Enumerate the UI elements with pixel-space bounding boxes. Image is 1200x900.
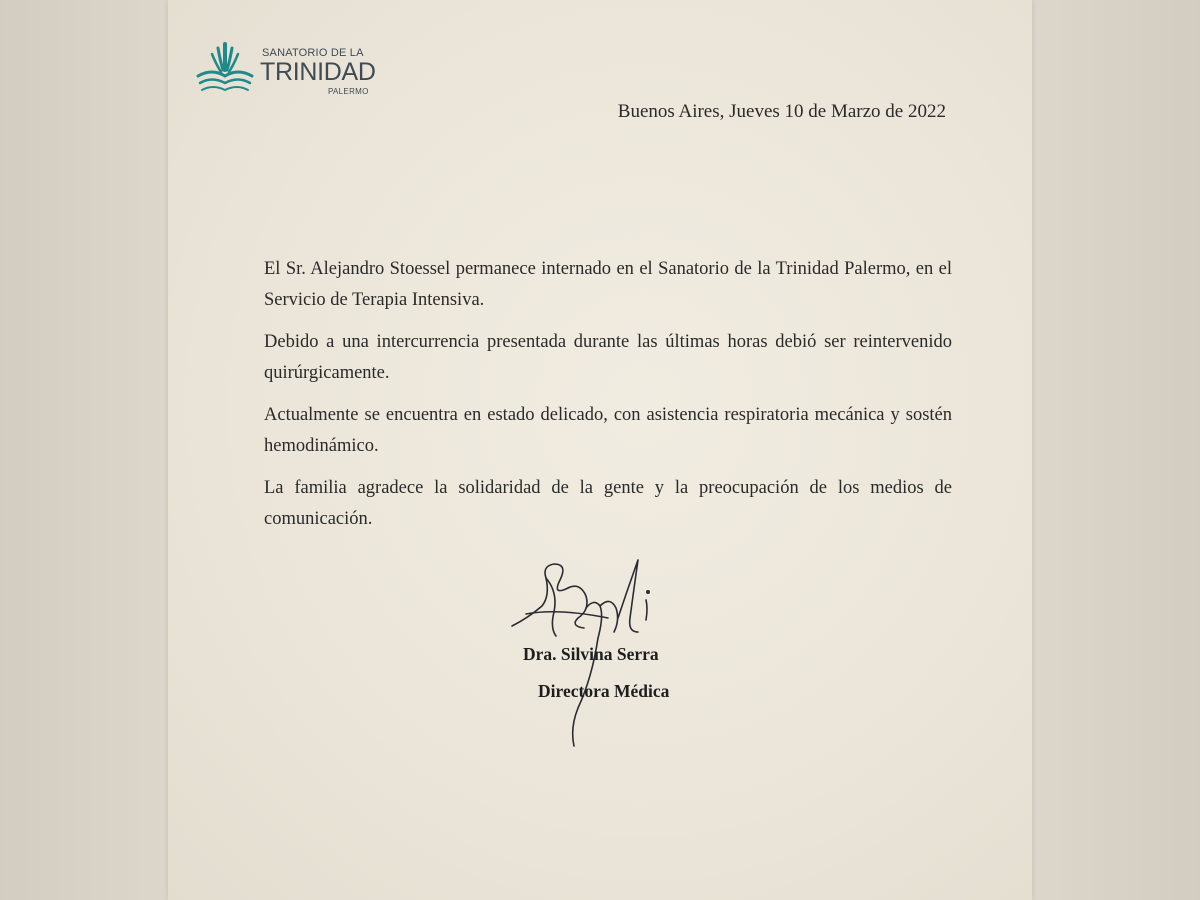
letter-date: Buenos Aires, Jueves 10 de Marzo de 2022 <box>617 101 946 122</box>
paragraph-1: El Sr. Alejandro Stoessel permanece internado en el Sanatorio de la Trinidad Palermo, en el Servicio de Terapia Intensiva. <box>264 259 952 310</box>
background-left <box>0 0 168 900</box>
stylized-tree-logo-icon <box>194 40 256 98</box>
letterhead-logo <box>194 40 394 100</box>
signatory-name: Dra. Silvina Serra <box>523 644 659 664</box>
letter-sheet <box>168 0 1032 900</box>
letterhead-line-3: PALERMO <box>328 87 369 96</box>
letter-body <box>264 254 952 546</box>
letterhead-line-1: SANATORIO DE LA <box>262 47 364 59</box>
letterhead-line-2: TRINIDAD <box>260 58 376 86</box>
paragraph-2: Debido a una intercurrencia presentada durante las últimas horas debió ser reintervenido quirúrgicamente. <box>264 332 952 383</box>
background-right <box>1032 0 1200 900</box>
paragraph-3: Actualmente se encuentra en estado delicado, con asistencia respiratoria mecánica y sostén hemodinámico. <box>264 405 952 456</box>
signatory-title: Directora Médica <box>538 681 670 701</box>
paragraph-4: La familia agradece la solidaridad de la gente y la preocupación de los medios de comunicación. <box>264 478 952 529</box>
